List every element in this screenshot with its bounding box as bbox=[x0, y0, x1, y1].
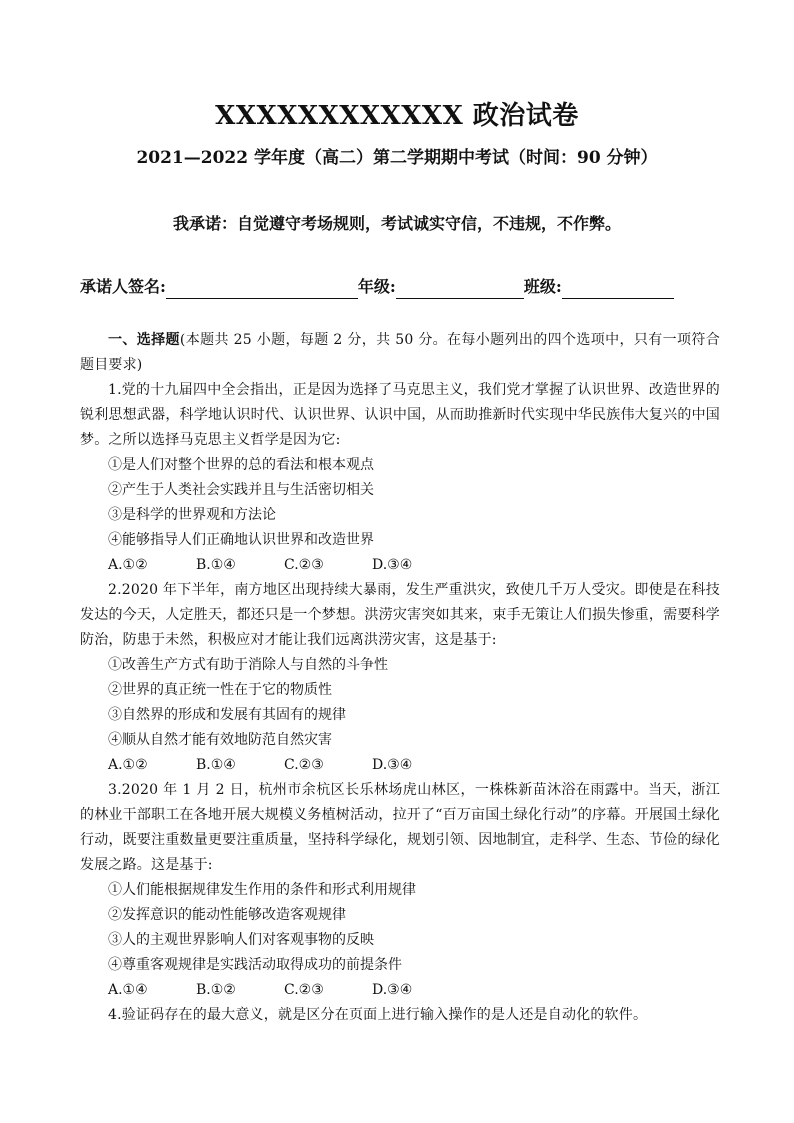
class-label: 班级: bbox=[523, 277, 562, 296]
question-option: ③是科学的世界观和方法论 bbox=[108, 507, 276, 523]
choice-c: C.②③ bbox=[284, 982, 324, 998]
choice-c: C.②③ bbox=[284, 557, 324, 573]
question-option: ①是人们对整个世界的总的看法和根本观点 bbox=[108, 457, 374, 473]
section-heading-rest: (本题共 25 小题，每题 2 分，共 50 分。在每小题列出的四个选项中，只有一项符合题目要求) bbox=[80, 332, 721, 373]
choice-d: D.③④ bbox=[372, 982, 413, 998]
choice-d: D.③④ bbox=[372, 757, 413, 773]
choice-d: D.③④ bbox=[372, 557, 413, 573]
answer-choices bbox=[80, 553, 720, 578]
choice-b: B.①② bbox=[196, 982, 236, 998]
answer-choices bbox=[80, 978, 720, 1003]
choice-a: A.①② bbox=[108, 757, 148, 773]
grade-label: 年级: bbox=[357, 277, 396, 296]
question-option: ④顺从自然才能有效地防范自然灾害 bbox=[108, 732, 332, 748]
choice-a: A.①② bbox=[108, 557, 148, 573]
question-option: ④尊重客观规律是实践活动取得成功的前提条件 bbox=[108, 957, 402, 973]
question-option: ①改善生产方式有助于消除人与自然的斗争性 bbox=[108, 657, 388, 673]
exam-title: XXXXXXXXXXXX 政治试卷 bbox=[215, 101, 579, 131]
grade-blank bbox=[396, 278, 524, 299]
question-stem: 4.验证码存在的最大意义，就是区分在页面上进行输入操作的是人还是自动化的软件。 bbox=[108, 1007, 648, 1023]
question-stem: 2.2020 年下半年，南方地区出现持续大暴雨，发生严重洪灾，致使几千万人受灾。即使是在科技发达的今天，人定胜天，都还只是一个梦想。洪涝灾害突如其来，束手无策让人们损失惨重，需要科学防治，防患于未然，积极应对才能让我们远离洪涝灾害，这是基于: bbox=[80, 582, 720, 648]
honor-pledge: 我承诺：自觉遵守考场规则，考试诚实守信，不违规，不作弊。 bbox=[172, 214, 621, 233]
question-stem: 1.党的十九届四中全会指出，正是因为选择了马克思主义，我们党才掌握了认识世界、改造世界的锐利思想武器，科学地认识时代、认识世界、认识中国，从而助推新时代实现中华民族伟大复兴的中国梦。之所以选择马克思主义哲学是因为它: bbox=[80, 382, 720, 448]
question-option: ②发挥意识的能动性能够改造客观规律 bbox=[108, 907, 346, 923]
choice-b: B.①④ bbox=[196, 757, 236, 773]
class-blank bbox=[562, 278, 674, 299]
question-option: ③自然界的形成和发展有其固有的规律 bbox=[108, 707, 346, 723]
signature-row bbox=[80, 275, 720, 301]
section-heading bbox=[80, 328, 720, 378]
question-stem: 3.2020 年 1 月 2 日，杭州市余杭区长乐林场虎山林区，一株株新苗沐浴在雨露中。当天，浙江的林业干部职工在各地开展大规模义务植树活动，拉开了“百万亩国土绿化行动”的序幕。开展国土绿化行动，既要注重数量更要注重质量，坚持科学绿化，规划引领、因地制宜，走科学、生态、节俭的绿化发展之路。这是基于: bbox=[80, 782, 720, 873]
exam-content bbox=[80, 328, 720, 1028]
section-heading-bold: 一、选择题 bbox=[108, 332, 180, 348]
question-option: ②世界的真正统一性在于它的物质性 bbox=[108, 682, 332, 698]
question-option: ③人的主观世界影响人们对客观事物的反映 bbox=[108, 932, 374, 948]
question-option: ④能够指导人们正确地认识世界和改造世界 bbox=[108, 532, 374, 548]
choice-a: A.①④ bbox=[108, 982, 148, 998]
signature-blank bbox=[166, 278, 358, 299]
question-option: ②产生于人类社会实践并且与生活密切相关 bbox=[108, 482, 374, 498]
signature-label: 承诺人签名: bbox=[80, 277, 166, 296]
question-option: ①人们能根据规律发生作用的条件和形式利用规律 bbox=[108, 882, 416, 898]
choice-b: B.①④ bbox=[196, 557, 236, 573]
answer-choices bbox=[80, 753, 720, 778]
choice-c: C.②③ bbox=[284, 757, 324, 773]
exam-subtitle: 2021—2022 学年度（高二）第二学期期中考试（时间：90 分钟） bbox=[136, 148, 658, 168]
